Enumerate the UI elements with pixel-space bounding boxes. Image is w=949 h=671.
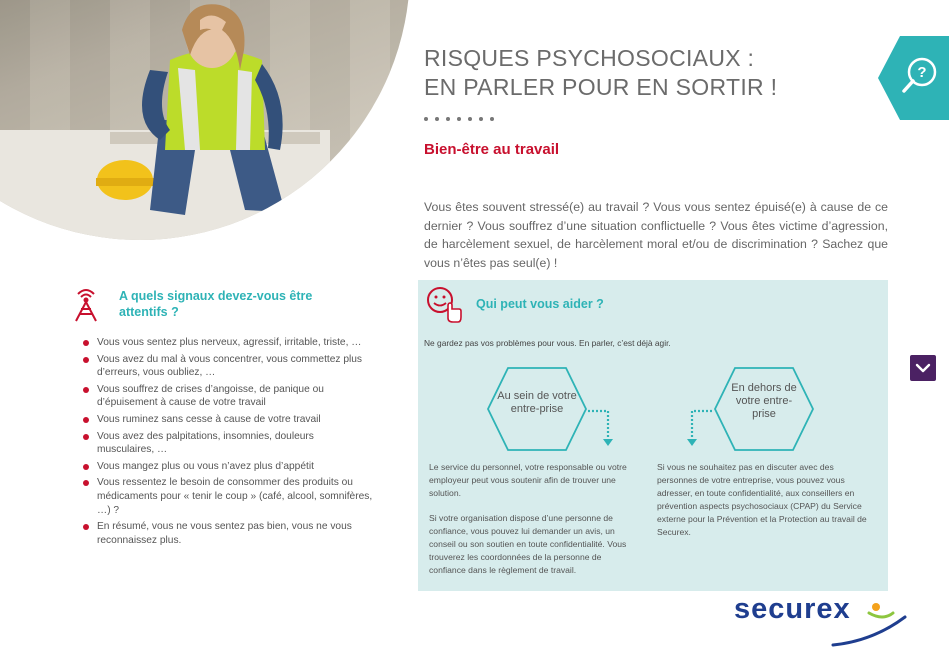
logo-text: securex — [734, 593, 851, 625]
list-item: Vous avez des palpitations, insomnies, douleurs musculaires, … — [83, 430, 373, 457]
list-item: Vous ressentez le besoin de consommer des produits ou médicaments pour « tenir le coup » (café, alcool, somnifères, …) ? — [83, 476, 373, 517]
inside-text-1: Le service du personnel, votre responsable ou votre employeur peut vous soutenir afin de trouver une solution. — [429, 462, 627, 498]
title-dots-divider — [424, 117, 494, 121]
scroll-down-button[interactable] — [910, 355, 936, 381]
antenna-icon — [72, 287, 100, 323]
chevron-down-icon — [910, 355, 936, 381]
help-title: Qui peut vous aider ? — [476, 297, 604, 311]
signals-title: A quels signaux devez-vous être attentifs ? — [119, 289, 313, 319]
intro-paragraph: Vous êtes souvent stressé(e) au travail ? Vous vous sentez épuisé(e) à cause de ce dernier ? Vous souffrez d’une situation conflictuelle ? Vous êtes victime d’agression, de harcèlement sexuel, de harcèlement moral et/ou de discrimination ? Sachez que vous n’êtes pas seul(e) ! — [424, 200, 888, 270]
list-item: Vous vous sentez plus nerveux, agressif, irritable, triste, … — [83, 336, 373, 350]
outside-company-label: En dehors de votre entre-prise — [731, 382, 797, 420]
dotted-arrow-icon — [684, 407, 714, 447]
page-subtitle: Bien-être au travail — [424, 141, 560, 158]
securex-logo — [733, 593, 913, 653]
list-item: Vous mangez plus ou vous n’avez plus d’appétit — [83, 460, 373, 474]
question-magnifier-icon — [878, 36, 949, 120]
face-pointer-icon — [426, 286, 462, 324]
page-title — [424, 44, 777, 102]
list-item: Vous ruminez sans cesse à cause de votre travail — [83, 413, 373, 427]
list-item: Vous souffrez de crises d’angoisse, de panique ou d’épuisement à cause de votre travail — [83, 383, 373, 410]
worker-illustration — [0, 0, 410, 240]
dotted-arrow-icon — [586, 407, 616, 447]
title-line-2: EN PARLER POUR EN SORTIR ! — [424, 74, 778, 100]
outside-text: Si vous ne souhaitez pas en discuter avec des personnes de votre entreprise, vous pouvez vous adresser, en toute confidentialité, aux conseillers en prévention aspects psychosociaux (CPAP) du Service externe pour la Prévention et la Protection au travail de Securex. — [657, 462, 867, 537]
inside-company-label: Au sein de votre entre-prise — [497, 390, 577, 415]
signals-list — [83, 336, 373, 550]
title-line-1: RISQUES PSYCHOSOCIAUX : — [424, 45, 755, 71]
inside-text-2: Si votre organisation dispose d’une personne de confiance, vous pouvez lui demander un avis, un conseil ou son soutien en toute confidentialité. Vous trouverez les coordonnées de la personne de confiance dans le règlement de travail. — [429, 513, 627, 575]
help-lead: Ne gardez pas vos problèmes pour vous. En parler, c’est déjà agir. — [424, 338, 671, 348]
header-photo — [0, 0, 410, 240]
list-item: En résumé, vous ne vous sentez pas bien, vous ne vous reconnaissez plus. — [83, 520, 373, 547]
list-item: Vous avez du mal à vous concentrer, vous commettez plus d’erreurs, vous oubliez, … — [83, 353, 373, 380]
svg-text:?: ? — [917, 64, 927, 81]
